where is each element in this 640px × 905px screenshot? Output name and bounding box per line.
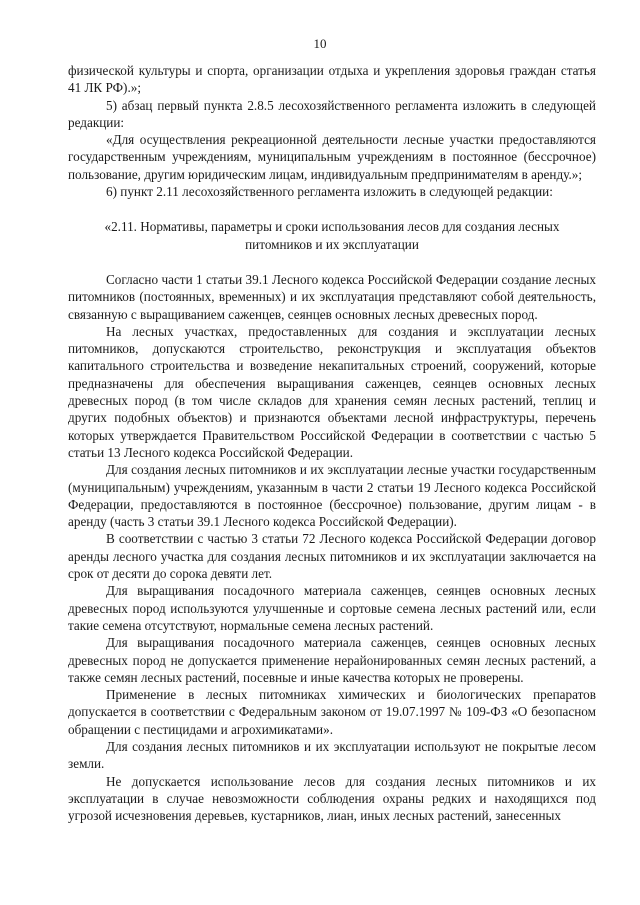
paragraph-lease-term: В соответствии с частью 3 статьи 72 Лесного кодекса Российской Федерации договор аренды лесного участка для создания лесных питомников и их эксплуатации заключается на срок от десяти до сорока девяти лет. [68,531,596,582]
paragraph-seeds-prohibited: Для выращивания посадочного материала саженцев, сеянцев основных лесных древесных пород не допускается применение нерайонированных семян лесных растений, а также семян лесных растений, посевные и иные качества которых не проверены. [68,635,596,685]
paragraph-quoted-recreation: «Для осуществления рекреационной деятельности лесные участки предоставляются государственным учреждениям, муниципальным учреждениям в постоянное (бессрочное) пользование, другим юридическим лицам, индивидуальным предпринимателям в аренду.»; [68,132,596,182]
paragraph-nurseries-definition: Согласно части 1 статьи 39.1 Лесного кодекса Российской Федерации создание лесных питомников (постоянных, временных) и их эксплуатация представляют собой деятельность, связанную с выращиванием саженцев, сеянцев основных лесных древесных пород. [68,271,596,322]
paragraph-prohibition: Не допускается использование лесов для создания лесных питомников и их эксплуатации в случае невозможности соблюдения охраны редких и находящихся под угрозой исчезновения деревьев, кустарников, лиан, иных лесных растений, занесенных [68,773,596,824]
paragraph-item-5: 5) абзац первый пункта 2.8.5 лесохозяйственного регламента изложить в следующей редакции: [68,97,596,130]
paragraph-chemicals: Применение в лесных питомниках химических и биологических препаратов допускается в соответствии с Федеральным законом от 19.07.1997 № 109-ФЗ «О безопасном обращении с пестицидами и агрохимикатами». [68,687,596,737]
paragraph-item-6: 6) пункт 2.11 лесохозяйственного регламента изложить в следующей редакции: [106,184,553,200]
page-number: 10 [313,36,327,51]
section-heading: «2.11. Нормативы, параметры и сроки использования лесов для создания лесных питомников и их эксплуатации [104,219,560,252]
paragraph-seeds-used: Для выращивания посадочного материала саженцев, сеянцев основных лесных древесных пород используются улучшенные и сортовые семена лесных растений или, если такие семена отсутствуют, нормальные семена лесных растений. [68,583,596,633]
paragraph-infrastructure: На лесных участках, предоставленных для создания и эксплуатации лесных питомников, допускаются строительство, реконструкция и эксплуатация объектов капитального строительства и возведение некапитальных строений, сооружений, которые предназначены для обеспечения выращивания саженцев, сеянцев основных лесных древесных пород (в том числе складов для хранения семян лесных растений, теплиц и других подобных объектов) и признаются объектами лесной инфраструктуры, перечень которых утверждается Правительством Российской Федерации в соответствии с частью 5 статьи 13 Лесного кодекса Российской Федерации. [68,323,596,460]
paragraph-land-use: Для создания лесных питомников и их эксплуатации используют не покрытые лесом земли. [68,738,596,772]
paragraph-continuation: физической культуры и спорта, организации отдыха и укрепления здоровья граждан статья 41 ЛК РФ).»; [68,63,596,96]
document-body [68,62,596,824]
paragraph-provision: Для создания лесных питомников и их эксплуатации лесные участки государственным (муниципальным) учреждениям, указанным в части 2 статьи 19 Лесного кодекса Российской Федерации, предоставляются в постоянное (бессрочное) пользование, другим лицам - в аренду (часть 3 статьи 39.1 Лесного кодекса Российской Федерации). [68,462,596,530]
